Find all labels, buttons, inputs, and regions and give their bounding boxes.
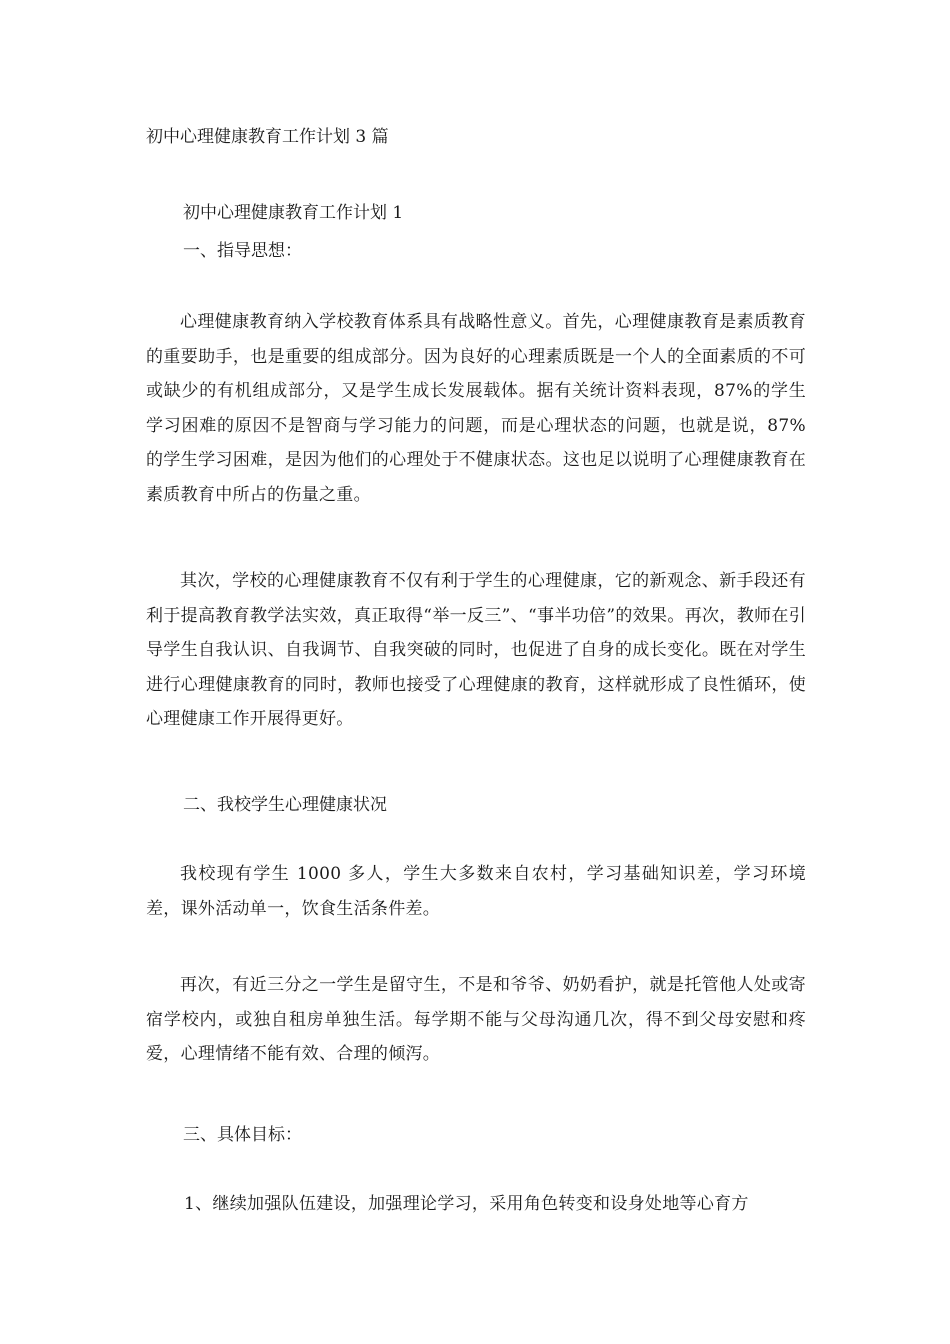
- document-title: 初中心理健康教育工作计划 3 篇: [146, 127, 389, 147]
- paragraph-goal-1: 1、继续加强队伍建设，加强理论学习，采用角色转变和设身处地等心育方: [184, 1194, 749, 1214]
- section-heading-student-status: 二、我校学生心理健康状况: [183, 795, 387, 815]
- plan-subtitle: 初中心理健康教育工作计划 1: [183, 203, 404, 223]
- paragraph-guiding-ideology: 心理健康教育纳入学校教育体系具有战略性意义。首先，心理健康教育是素质教育的重要助手，也是重要的组成部分。因为良好的心理素质既是一个人的全面素质的不可或缺少的有机组成部分，又是学生成长发展载体。据有关统计资料表现，87%的学生学习困难的原因不是智商与学习能力的问题，而是心理状态的问题，也就是说，87%的学生学习困难，是因为他们的心理处于不健康状态。这也足以说明了心理健康教育在素质教育中所占的伤量之重。: [146, 312, 806, 505]
- paragraph-school-students: 我校现有学生 1000 多人，学生大多数来自农村，学习基础知识差，学习环境差，课外活动单一，饮食生活条件差。: [146, 864, 806, 919]
- paragraph-secondly: 其次，学校的心理健康教育不仅有利于学生的心理健康，它的新观念、新手段还有利于提高教育教学法实效，真正取得“举一反三”、“事半功倍”的效果。再次，教师在引导学生自我认识、自我调节、自我突破的同时，也促进了自身的成长变化。既在对学生进行心理健康教育的同时，教师也接受了心理健康的教育，这样就形成了良性循环，使心理健康工作开展得更好。: [146, 571, 806, 729]
- section-heading-guiding-ideology: 一、指导思想：: [183, 241, 302, 261]
- section-heading-specific-goals: 三、具体目标：: [183, 1125, 302, 1145]
- paragraph-left-behind-students: 再次，有近三分之一学生是留守生，不是和爷爷、奶奶看护，就是托管他人处或寄宿学校内，或独自租房单独生活。每学期不能与父母沟通几次，得不到父母安慰和疼爱，心理情绪不能有效、合理的倾泻。: [146, 975, 806, 1064]
